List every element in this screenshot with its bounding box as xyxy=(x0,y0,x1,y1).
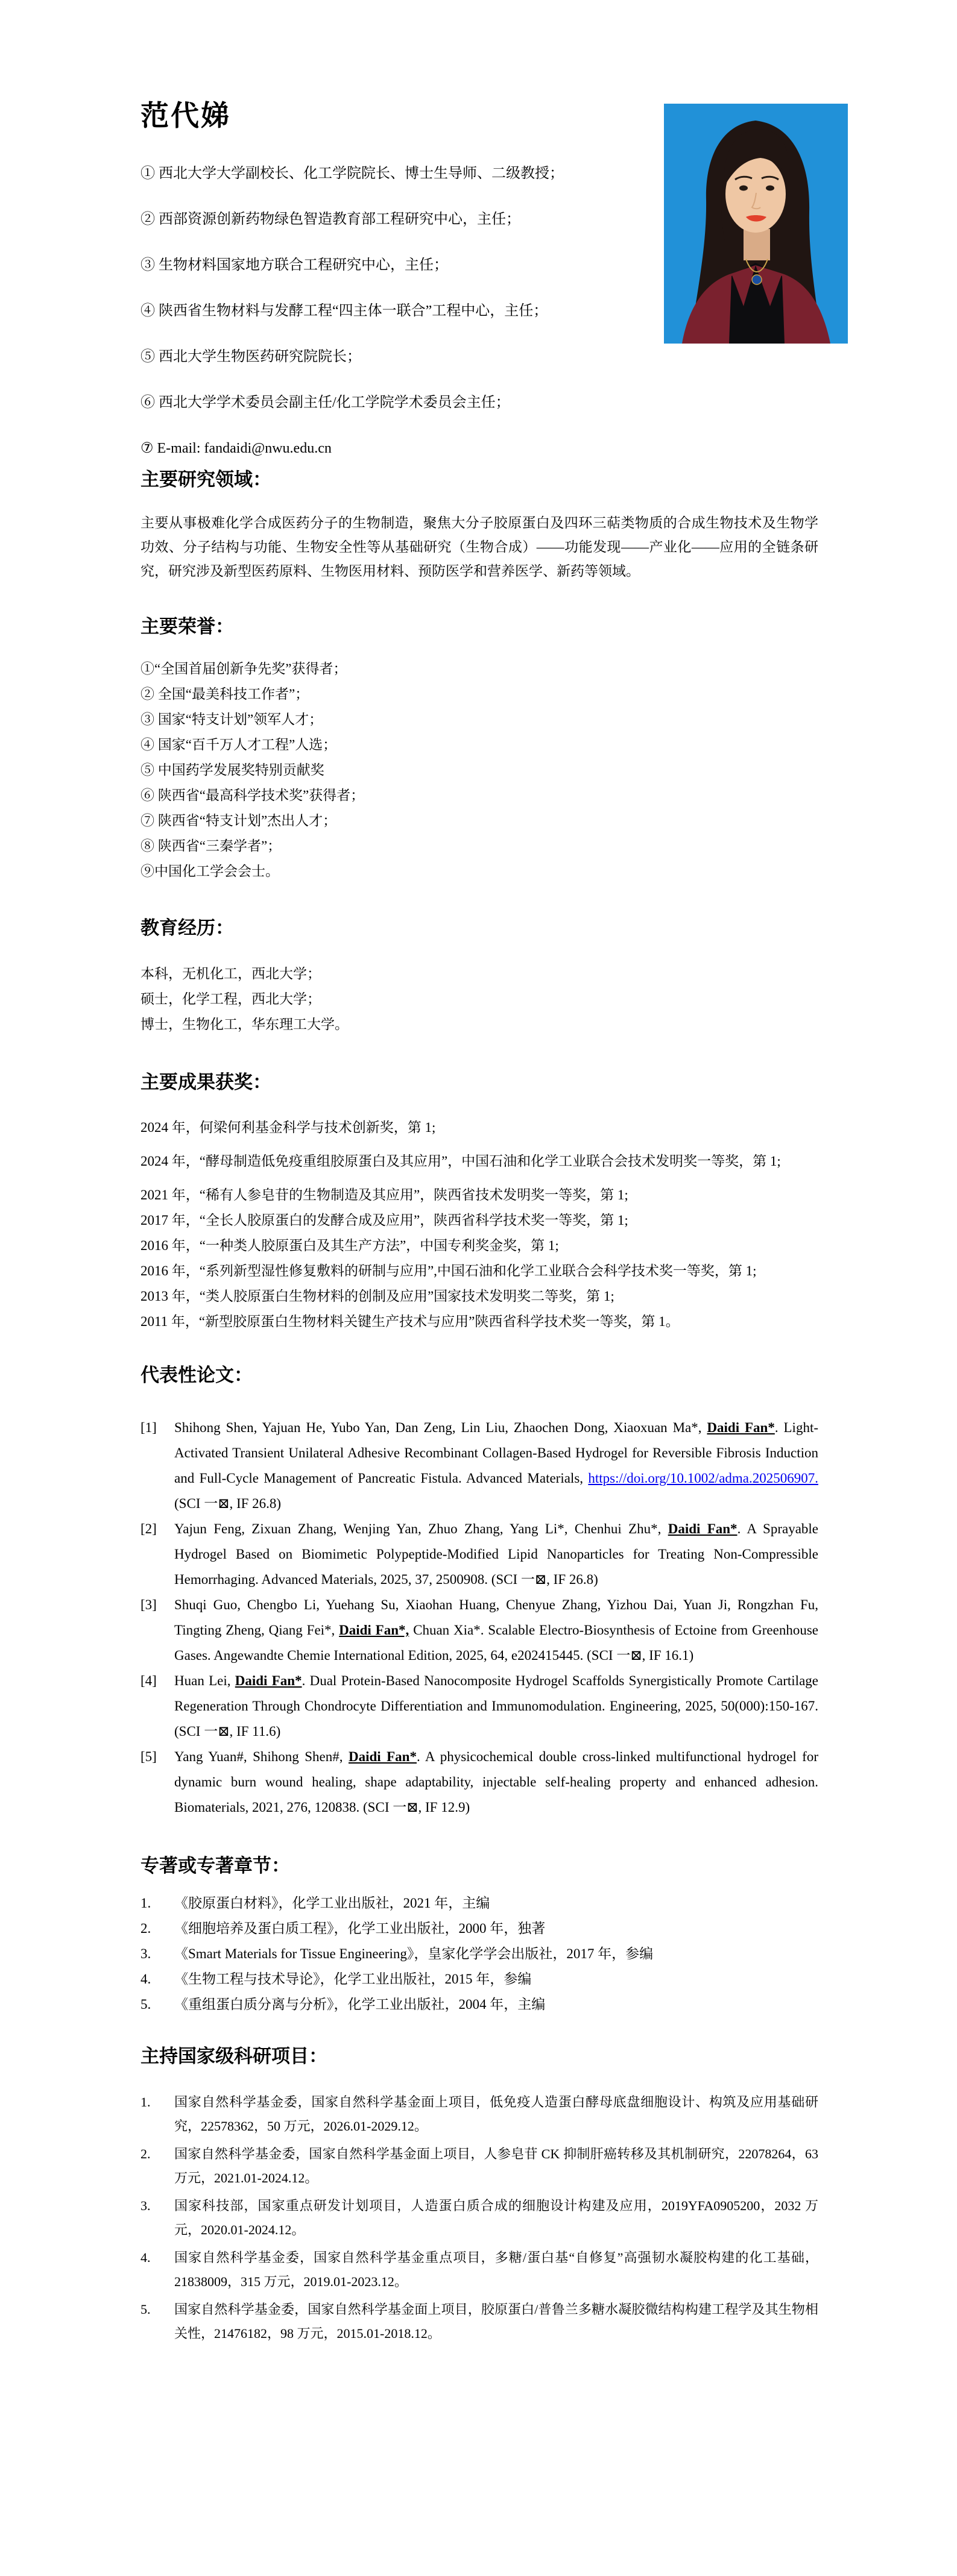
education-list xyxy=(141,964,818,1034)
awards-list xyxy=(141,1115,818,1334)
project-item xyxy=(141,2090,818,2138)
paper-text: (SCI 一⊠, IF 26.8) xyxy=(174,1496,282,1511)
author-name-highlight: Daidi Fan*, xyxy=(339,1623,409,1638)
project-text: 国家科技部，国家重点研发计划项目，人造蛋白质合成的细胞设计构建及应用，2019YFA0905200，2032 万元，2020.01-2024.12。 xyxy=(174,2198,818,2237)
books-list xyxy=(141,1894,818,2014)
honor-item: ② 全国“最美科技工作者”； xyxy=(141,686,309,702)
section-heading-books: 专著或专著章节： xyxy=(141,1855,290,1876)
paper-text: Shuqi Guo, Chengbo Li, Yuehang Su, Xiaohan Huang, Chenyue Zhang, Yizhou Dai, Yuan Ji, Rongzhan Fu, Tingting Zheng, Qiang Fei*, xyxy=(174,1597,818,1638)
project-number: 2. xyxy=(141,2146,151,2161)
book-item xyxy=(141,1970,818,1989)
project-item xyxy=(141,2246,818,2294)
honor-item: ⑨中国化工学会会士。 xyxy=(141,864,279,879)
paper-text: Shihong Shen, Yajuan He, Yubo Yan, Dan Zeng, Lin Liu, Zhaochen Dong, Xiaoxuan Ma*, xyxy=(174,1420,707,1435)
position-item-email: ⑦ E-mail: fandaidi@nwu.edu.cn xyxy=(141,441,332,456)
honors-list xyxy=(141,659,818,881)
award-item: 2021 年，“稀有人参皂苷的生物制造及其应用”，陕西省技术发明奖一等奖，第 1; xyxy=(141,1187,628,1202)
paper-text: Yang Yuan#, Shihong Shen#, xyxy=(174,1749,349,1764)
position-item: ④ 陕西省生物材料与发酵工程“四主体一联合”工程中心，主任； xyxy=(141,303,548,319)
honor-item: ⑤ 中国药学发展奖特别贡献奖 xyxy=(141,762,324,778)
project-number: 5. xyxy=(141,2302,151,2317)
section-heading-projects: 主持国家级科研项目： xyxy=(141,2046,327,2067)
project-text: 国家自然科学基金委，国家自然科学基金面上项目，人参皂苷 CK 抑制肝癌转移及其机制研究，22078264，63 万元，2021.01-2024.12。 xyxy=(174,2146,818,2185)
book-text: 《生物工程与技术导论》，化学工业出版社，2015 年，参编 xyxy=(174,1971,532,1987)
honor-item: ⑥ 陕西省“最高科学技术奖”获得者； xyxy=(141,788,365,803)
paper-text: Yajun Feng, Zixuan Zhang, Wenjing Yan, Zhuo Zhang, Yang Li*, Chenhui Zhu*, xyxy=(174,1521,668,1536)
position-item: ③ 生物材料国家地方联合工程研究中心，主任； xyxy=(141,257,448,273)
paper-text: . Dual Protein-Based Nanocomposite Hydrogel Scaffolds Synergistically Promote Cartilage Regeneration Through Chondrocyte Differentiation and Immunomodulation. Engineering, 2025, 50(000):150-167. (SCI 一⊠, IF 11.6) xyxy=(174,1673,818,1739)
paper-text: . A physicochemical double cross-linked multifunctional hydrogel for dynamic burn wound healing, shape adaptability, injectable self-healing property and enhanced adhesion. Biomaterials, 2021, 276, 120838. (SCI 一⊠, IF 12.9) xyxy=(174,1749,818,1815)
paper-number: [5] xyxy=(141,1749,157,1764)
position-item: ① 西北大学大学副校长、化工学院院长、博士生导师、二级教授； xyxy=(141,166,564,181)
position-item: ② 西部资源创新药物绿色智造教育部工程研究中心，主任； xyxy=(141,212,520,227)
award-item: 2013 年，“类人胶原蛋白生物材料的创制及应用”国家技术发明奖二等奖，第 1; xyxy=(141,1289,614,1304)
section-heading-awards: 主要成果获奖： xyxy=(141,1072,271,1093)
book-item xyxy=(141,1995,818,2014)
paper-item xyxy=(141,1516,818,1592)
book-number: 1. xyxy=(141,1896,151,1911)
book-number: 2. xyxy=(141,1921,151,1936)
project-item xyxy=(141,2194,818,2242)
paper-item xyxy=(141,1744,818,1820)
book-text: 《细胞培养及蛋白质工程》，化学工业出版社，2000 年，独著 xyxy=(174,1921,546,1936)
project-number: 3. xyxy=(141,2198,151,2213)
book-item xyxy=(141,1944,818,1964)
book-item xyxy=(141,1919,818,1938)
education-item: 博士，生物化工，华东理工大学。 xyxy=(141,1017,349,1032)
position-item: ⑥ 西北大学学术委员会副主任/化工学院学术委员会主任； xyxy=(141,395,510,410)
papers-list xyxy=(141,1415,818,1820)
page-title: 范代娣 xyxy=(141,101,231,132)
section-heading-education: 教育经历： xyxy=(141,917,234,938)
honor-item: ①“全国首届创新争先奖”获得者； xyxy=(141,661,347,676)
paper-item xyxy=(141,1592,818,1668)
author-name-highlight: Daidi Fan* xyxy=(235,1673,302,1688)
research-paragraph: 主要从事极难化学合成医药分子的生物制造，聚焦大分子胶原蛋白及四环三萜类物质的合成生物技术及生物学功效、分子结构与功能、生物安全性等从基础研究（生物合成）——功能发现——产业化——应用的全链条研究，研究涉及新型医药原料、生物医用材料、预防医学和营养医学、新药等领域。 xyxy=(141,515,818,579)
projects-list xyxy=(141,2090,818,2346)
book-text: 《胶原蛋白材料》，化学工业出版社，2021 年，主编 xyxy=(174,1896,490,1911)
project-item xyxy=(141,2298,818,2346)
section-heading-papers: 代表性论文： xyxy=(141,1365,253,1386)
education-item: 本科，无机化工，西北大学； xyxy=(141,966,321,981)
project-item xyxy=(141,2142,818,2190)
positions-list xyxy=(141,164,818,458)
honor-item: ⑦ 陕西省“特支计划”杰出人才； xyxy=(141,813,337,828)
honor-item: ④ 国家“百千万人才工程”人选； xyxy=(141,737,337,752)
book-text: 《Smart Materials for Tissue Engineering》，皇家化学学会出版社，2017 年，参编 xyxy=(174,1946,654,1961)
education-item: 硕士，化学工程，西北大学； xyxy=(141,991,321,1007)
award-item: 2024 年，何梁何利基金科学与技术创新奖，第 1; xyxy=(141,1120,436,1135)
book-number: 4. xyxy=(141,1971,151,1987)
award-item: 2011 年，“新型胶原蛋白生物材料关键生产技术与应用”陕西省科学技术奖一等奖，第 1。 xyxy=(141,1314,680,1329)
author-name-highlight: Daidi Fan* xyxy=(668,1521,737,1536)
doi-link[interactable]: https://doi.org/10.1002/adma.202506907. xyxy=(588,1471,818,1486)
project-text: 国家自然科学基金委，国家自然科学基金面上项目，胶原蛋白/普鲁兰多糖水凝胶微结构构建工程学及其生物相关性，21476182，98 万元，2015.01-2018.12。 xyxy=(174,2302,818,2341)
paper-number: [3] xyxy=(141,1597,157,1612)
honor-item: ⑧ 陕西省“三秦学者”； xyxy=(141,838,282,853)
paper-text: . A Sprayable Hydrogel Based on Biomimetic Polypeptide-Modified Lipid Nanoparticles for Treating Non-Compressible Hemorrhaging. Advanced Materials, 2025, 37, 2500908. (SCI 一⊠, IF 26.8) xyxy=(174,1521,818,1587)
book-text: 《重组蛋白质分离与分析》，化学工业出版社，2004 年，主编 xyxy=(174,1997,546,2012)
paper-text: Huan Lei, xyxy=(174,1673,235,1688)
author-name-highlight: Daidi Fan* xyxy=(348,1749,417,1764)
book-item xyxy=(141,1894,818,1913)
cv-content xyxy=(141,0,818,2349)
position-item: ⑤ 西北大学生物医药研究院院长； xyxy=(141,349,361,365)
project-number: 4. xyxy=(141,2250,151,2265)
paper-item xyxy=(141,1415,818,1516)
paper-item xyxy=(141,1668,818,1744)
section-heading-research: 主要研究领域： xyxy=(141,469,271,490)
paper-text: . Light-Activated Transient Unilateral Adhesive Recombinant Collagen-Based Hydrogel for Reversible Fibrosis Induction and Full-Cycle Management of Pancreatic Fistula. Advanced Materials, xyxy=(174,1420,818,1486)
project-number: 1. xyxy=(141,2094,151,2109)
honor-item: ③ 国家“特支计划”领军人才； xyxy=(141,712,323,727)
paper-number: [4] xyxy=(141,1673,157,1688)
paper-number: [2] xyxy=(141,1521,157,1536)
book-number: 5. xyxy=(141,1997,151,2012)
paper-text: Chuan Xia*. Scalable Electro-Biosynthesis of Ectoine from Greenhouse Gases. Angewandte Chemie International Edition, 2025, 64, e202415445. (SCI 一⊠, IF 16.1) xyxy=(174,1623,818,1663)
project-text: 国家自然科学基金委，国家自然科学基金重点项目，多糖/蛋白基“自修复”高强韧水凝胶构建的化工基础，21838009，315 万元，2019.01-2023.12。 xyxy=(174,2250,818,2289)
award-item: 2016 年，“一种类人胶原蛋白及其生产方法”，中国专利奖金奖，第 1; xyxy=(141,1238,559,1253)
section-heading-honors: 主要荣誉： xyxy=(141,616,234,637)
award-item: 2016 年，“系列新型湿性修复敷料的研制与应用”,中国石油和化学工业联合会科学技术奖一等奖，第 1; xyxy=(141,1263,757,1278)
award-item: 2017 年，“全长人胶原蛋白的发酵合成及应用”，陕西省科学技术奖一等奖，第 1; xyxy=(141,1213,628,1228)
project-text: 国家自然科学基金委，国家自然科学基金面上项目，低免疫人造蛋白酵母底盘细胞设计、构筑及应用基础研究，22578362，50 万元，2026.01-2029.12。 xyxy=(174,2094,818,2134)
author-name-highlight: Daidi Fan* xyxy=(707,1420,775,1435)
award-item: 2024 年，“酵母制造低免疫重组胶原蛋白及其应用”，中国石油和化学工业联合会技术发明奖一等奖，第 1; xyxy=(141,1154,781,1169)
paper-number: [1] xyxy=(141,1420,157,1435)
book-number: 3. xyxy=(141,1946,151,1961)
